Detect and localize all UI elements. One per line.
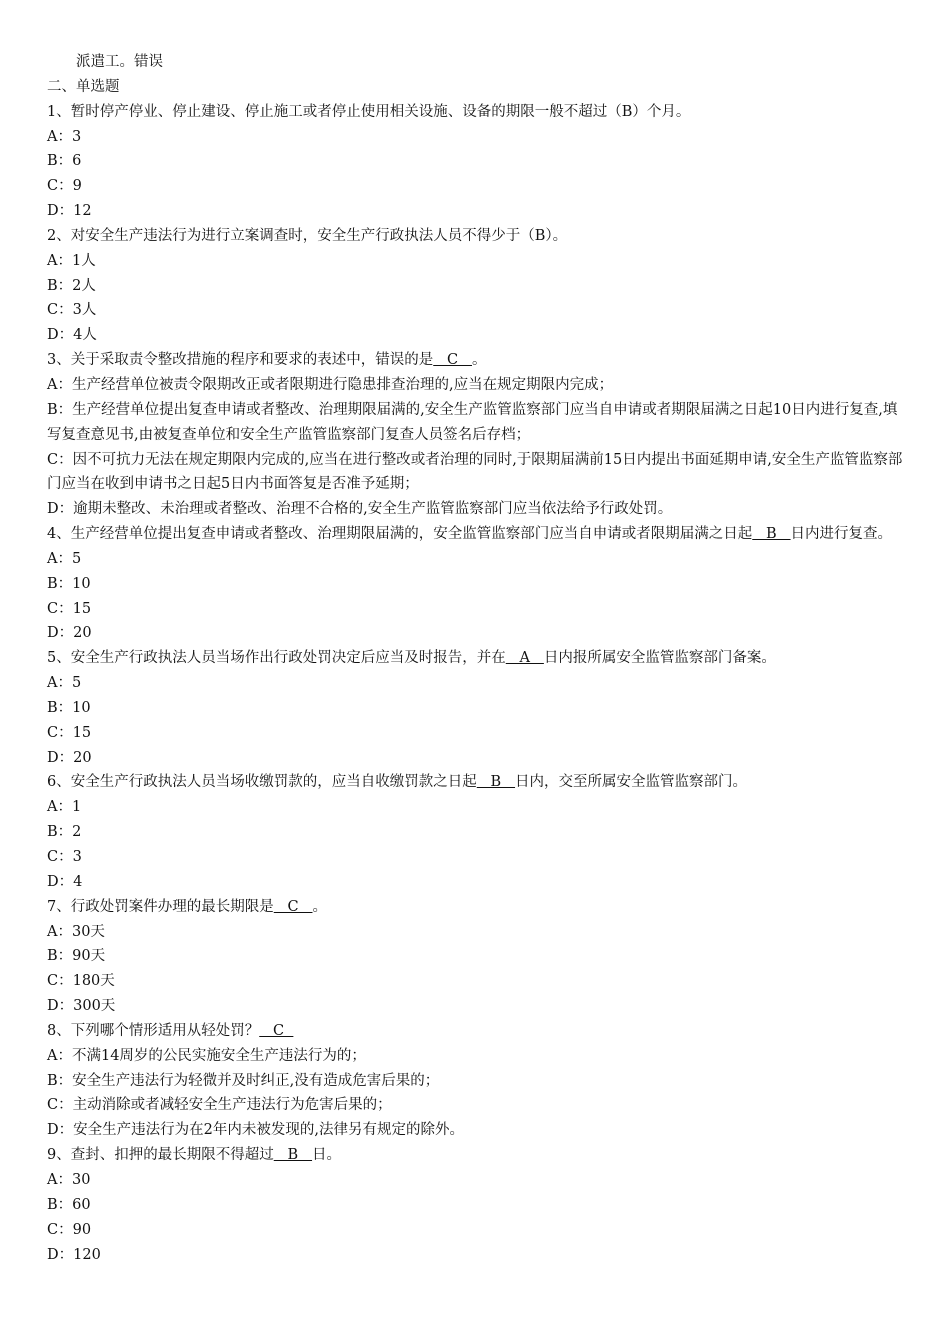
answer-blank: A — [505, 650, 544, 667]
option-b: B：2 — [47, 824, 82, 841]
question-4 — [47, 522, 910, 547]
question-text: 6、安全生产行政执法人员当场收缴罚款的，应当自收缴罚款之日起 — [47, 774, 477, 791]
question-suffix: 日内，交至所属安全监管监察部门。 — [515, 774, 748, 791]
option-d: D：120 — [47, 1246, 101, 1263]
question-text: 5、安全生产行政执法人员当场作出行政处罚决定后应当及时报告，并在 — [47, 650, 506, 667]
question-7 — [47, 895, 910, 920]
option-c: C：3 — [47, 849, 82, 865]
answer-blank: C — [273, 898, 313, 915]
option-b: B：10 — [47, 575, 91, 592]
question-suffix: 日内报所属安全监管监察部门备案。 — [543, 650, 776, 667]
option-a: A：30天 — [47, 923, 105, 940]
option-d: D：20 — [47, 625, 92, 642]
option-c: C：主动消除或者减轻安全生产违法行为危害后果的； — [47, 1097, 392, 1114]
question-text: 4、生产经营单位提出复查申请或者整改、治理期限届满的，安全监管监察部门应当自申请或者限期届满之日起 — [47, 526, 753, 543]
option-d: D：300天 — [47, 998, 116, 1015]
question-8 — [47, 1019, 910, 1044]
option-c: C：90 — [47, 1221, 92, 1238]
question-suffix: 。 — [312, 898, 327, 915]
option-c: C：15 — [47, 600, 92, 617]
option-b: B：90天 — [47, 948, 106, 965]
option-d: D：安全生产违法行为在2年内未被发现的,法律另有规定的除外。 — [47, 1122, 464, 1139]
option-a: A：不满14周岁的公民实施安全生产违法行为的； — [47, 1047, 366, 1064]
question-text: 3、关于采取责令整改措施的程序和要求的表述中，错误的是 — [47, 352, 434, 369]
option-a: A：1 — [47, 799, 82, 816]
question-5 — [47, 646, 910, 671]
option-c: C：180天 — [47, 973, 115, 990]
option-a: A：5 — [47, 675, 82, 692]
option-a: A：生产经营单位被责令限期改正或者限期进行隐患排查治理的,应当在规定期限内完成； — [47, 376, 614, 393]
option-c: C：9 — [47, 178, 82, 195]
option-d: D：12 — [47, 203, 92, 220]
answer-blank: B — [752, 526, 791, 543]
option-a: A：5 — [47, 550, 82, 567]
question-1: 1、暂时停产停业、停止建设、停止施工或者停止使用相关设施、设备的期限一般不超过（B）个月。 — [47, 103, 691, 120]
option-a: A：30 — [47, 1171, 91, 1188]
question-text: 9、查封、扣押的最长期限不得超过 — [47, 1147, 274, 1164]
option-d: D：4人 — [47, 327, 97, 344]
section-title: 二、单选题 — [47, 78, 120, 95]
option-d: D：20 — [47, 749, 92, 766]
option-b: B：60 — [47, 1196, 91, 1213]
question-9 — [47, 1143, 910, 1168]
intro-text: 派遣工。错误 — [76, 54, 163, 70]
option-b: B：10 — [47, 699, 91, 716]
answer-blank: C — [259, 1022, 294, 1039]
question-suffix: 日内进行复查。 — [790, 526, 893, 543]
question-text: 7、行政处罚案件办理的最长期限是 — [47, 898, 274, 915]
option-a: A：3 — [47, 128, 82, 145]
option-c: C：因不可抗力无法在规定期限内完成的,应当在进行整改或者治理的同时,于限期届满前15日内提出书面延期申请,安全生产监管监察部门应当在收到申请书之日起5日内书面答复是否准予延期； — [47, 451, 903, 493]
question-suffix: 日。 — [312, 1147, 342, 1164]
question-suffix: 。 — [471, 352, 487, 369]
question-3 — [47, 348, 910, 373]
option-b: B：2人 — [47, 277, 96, 294]
option-a: A：1人 — [47, 252, 96, 269]
question-6 — [47, 770, 910, 795]
option-d: D：4 — [47, 873, 83, 890]
option-c: C：15 — [47, 724, 92, 741]
answer-blank: B — [273, 1147, 313, 1164]
option-b: B：6 — [47, 153, 82, 170]
answer-blank: B — [476, 774, 516, 791]
option-b: B：安全生产违法行为轻微并及时纠正,没有造成危害后果的； — [47, 1072, 440, 1089]
option-d: D：逾期未整改、未治理或者整改、治理不合格的,安全生产监管监察部门应当依法给予行政处罚。 — [47, 501, 673, 518]
question-text: 8、下列哪个情形适用从轻处罚？ — [47, 1022, 260, 1039]
answer-blank: C — [433, 352, 472, 369]
option-c: C：3人 — [47, 302, 97, 319]
option-b: B：生产经营单位提出复查申请或者整改、治理期限届满的,安全生产监管监察部门应当自申请或者期限届满之日起10日内进行复查,填写复查意见书,由被复查单位和安全生产监管监察部门复查人员签名后存档； — [47, 401, 898, 443]
question-2: 2、对安全生产违法行为进行立案调查时，安全生产行政执法人员不得少于（B）。 — [47, 227, 568, 244]
